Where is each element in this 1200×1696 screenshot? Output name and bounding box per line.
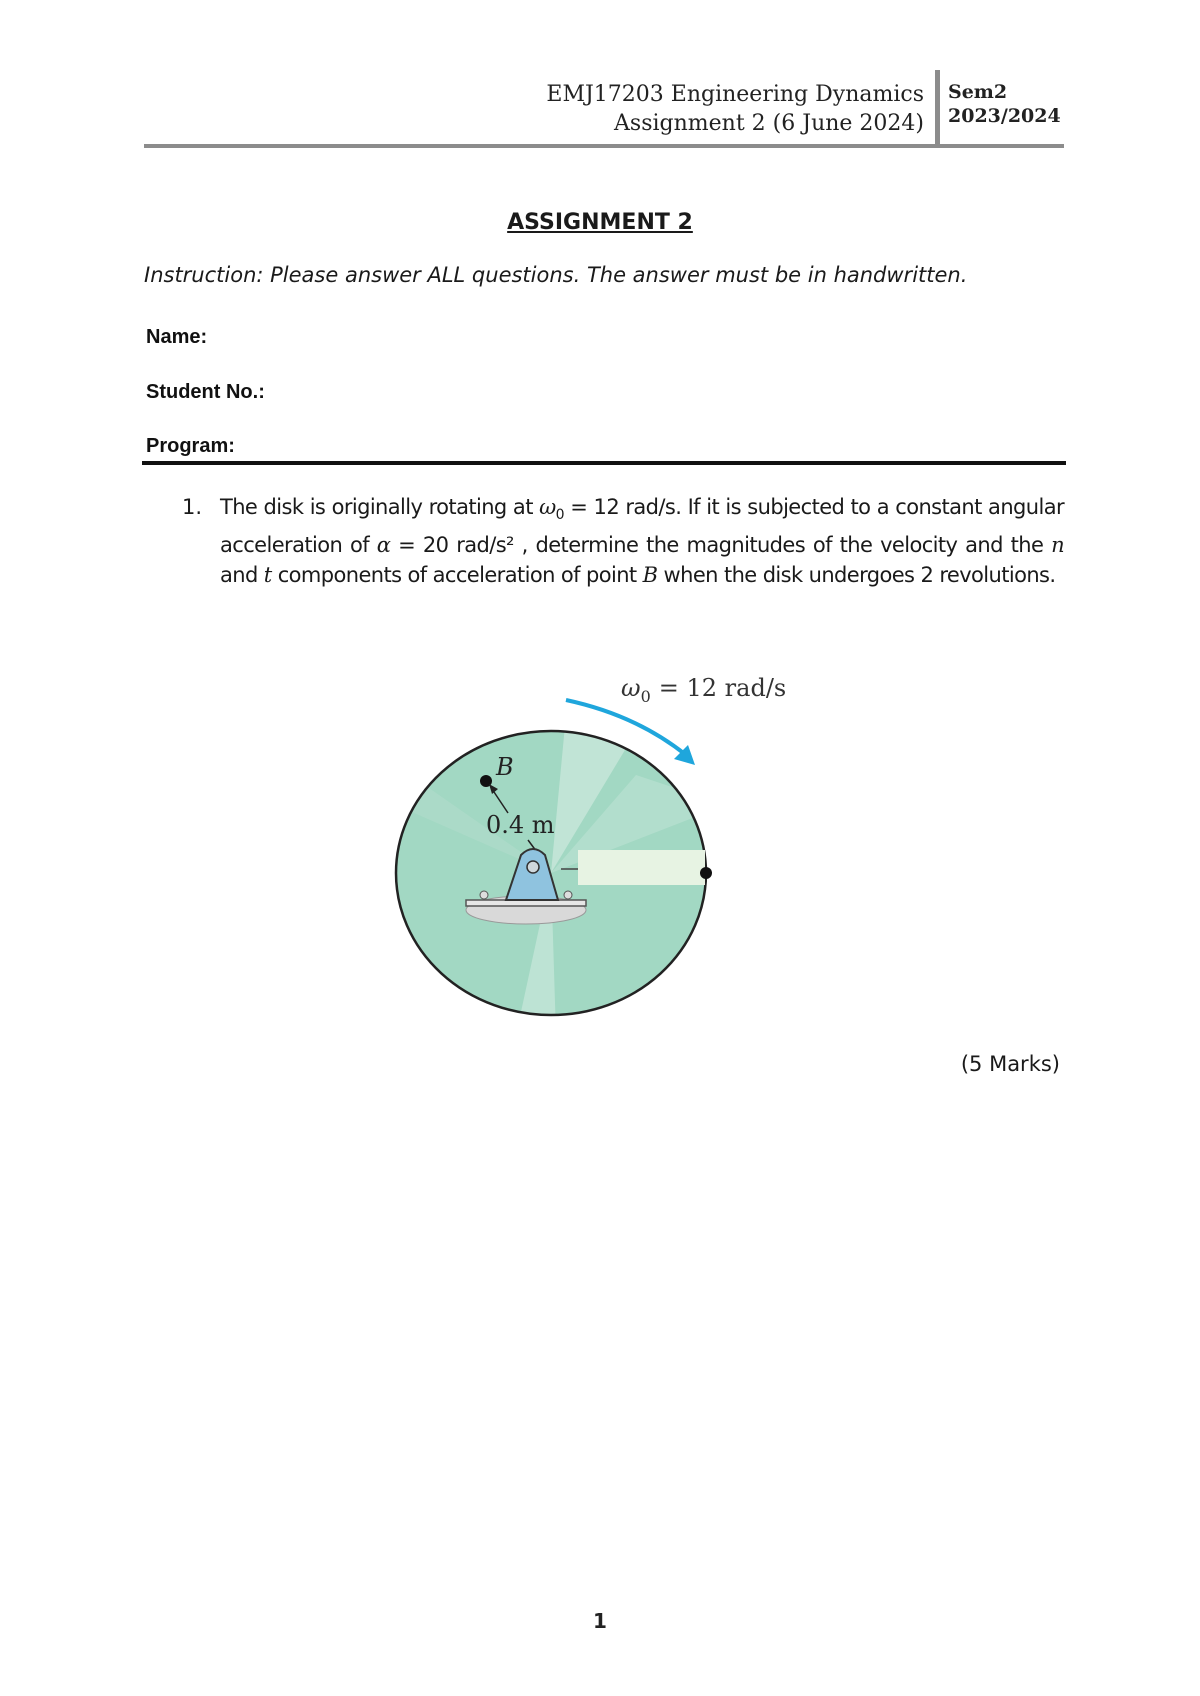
course-title: EMJ17203 Engineering Dynamics	[546, 82, 924, 107]
rim-point	[700, 867, 712, 879]
marks-label: (5 Marks)	[960, 1052, 1060, 1076]
header-divider	[935, 70, 940, 144]
semester: Sem2	[948, 81, 1008, 103]
disk-diagram	[396, 655, 787, 1025]
header-semester-info	[948, 80, 1061, 128]
b-symbol: B	[642, 563, 658, 588]
header-course-info	[546, 80, 924, 138]
alpha-symbol: α	[376, 533, 391, 558]
omega-label: $\omega_0 = 12$ rad/s	[621, 674, 787, 706]
disk-figure	[396, 655, 787, 1025]
question-text: The disk is originally rotating at $\omega_0 = 12$ rad/s. If it is subjected to a constant angular acceleration of α = 20 rad/s² , determine the magnitudes of the velocity and the n and t components of acceleration of point B when the disk undergoes 2 revolutions.	[220, 495, 1065, 588]
omega-symbol: ω	[539, 495, 556, 519]
instruction-text: Instruction: Please answer ALL questions. The answer must be in handwritten.	[144, 263, 968, 287]
point-b-label: B	[496, 753, 514, 781]
section-divider	[142, 461, 1066, 465]
question-number: 1.	[182, 495, 203, 519]
n-symbol: n	[1051, 533, 1064, 558]
page-number: 1	[593, 1609, 607, 1633]
student-no-field-label: Student No.:	[146, 381, 265, 403]
t-symbol: t	[263, 563, 272, 588]
name-field-label: Name:	[146, 326, 208, 348]
academic-year: 2023/2024	[948, 105, 1061, 127]
pin-icon	[527, 861, 539, 873]
radius-label: 0.4 m	[486, 811, 555, 839]
highlight-patch	[578, 850, 705, 885]
program-field-label: Program:	[146, 435, 235, 457]
page-header	[144, 70, 1064, 148]
assignment-date: Assignment 2 (6 June 2024)	[614, 111, 924, 136]
page-title: ASSIGNMENT 2	[507, 210, 693, 235]
